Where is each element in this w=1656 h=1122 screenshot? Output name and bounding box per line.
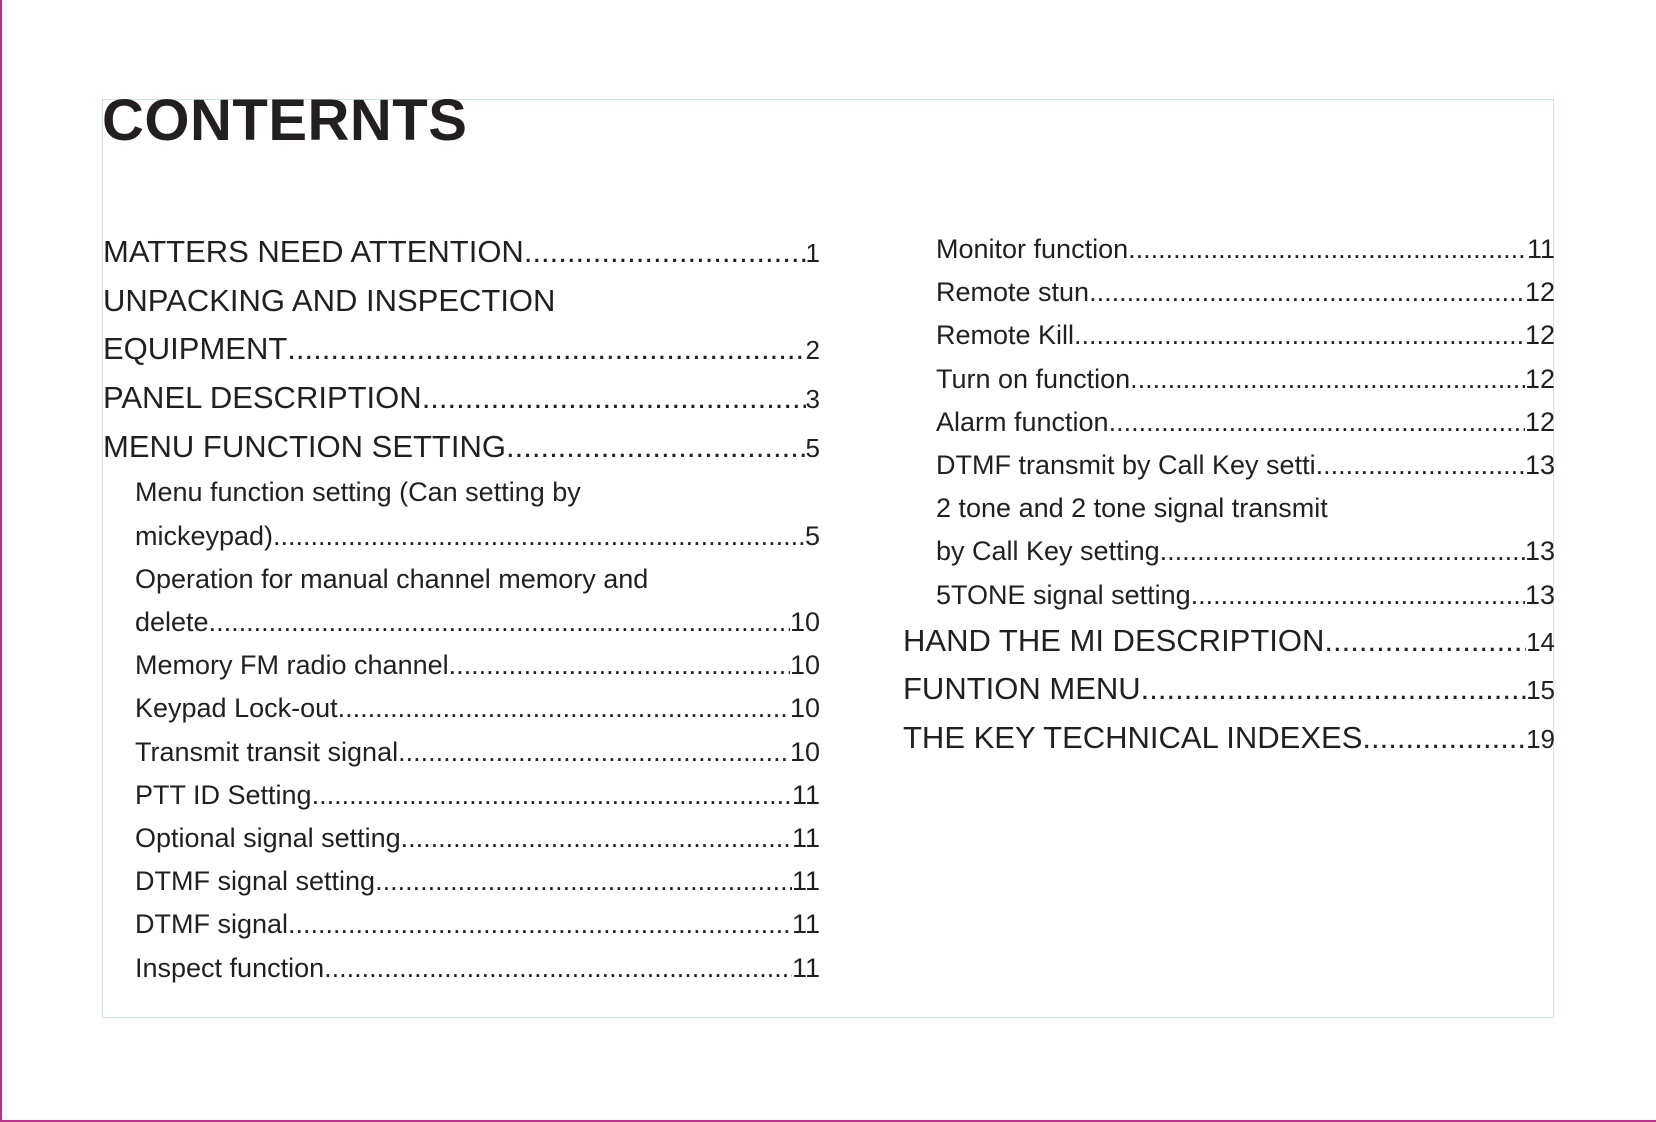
toc-entry-title: Operation for manual channel memory and — [135, 563, 649, 594]
dot-leader — [1130, 358, 1525, 401]
dot-leader — [1191, 574, 1525, 617]
toc-entry-title: Alarm function — [936, 406, 1109, 437]
toc-entry-page-number: 11 — [791, 952, 820, 983]
dot-leader — [506, 423, 806, 472]
toc-entry-title: MATTERS NEED ATTENTION — [103, 234, 524, 269]
toc-entry[interactable] — [903, 444, 1555, 487]
toc-entry-title: Turn on function — [936, 363, 1131, 394]
toc-entry[interactable] — [103, 860, 820, 903]
toc-entry-page-number: 3 — [805, 384, 820, 415]
toc-entry-title: Menu function setting (Can setting by — [135, 477, 581, 508]
toc-entry-title: MENU FUNCTION SETTING — [103, 428, 506, 464]
dot-leader — [449, 644, 790, 687]
toc-entry[interactable] — [903, 574, 1555, 617]
toc-entry-page-number: 10 — [789, 693, 820, 724]
toc-entry-page-number: 15 — [1526, 675, 1555, 706]
toc-entry-page-number: 13 — [1524, 579, 1555, 610]
dot-leader — [398, 731, 790, 774]
toc-entry-title: HAND THE MI DESCRIPTION — [903, 622, 1325, 658]
toc-entry-page-number: 10 — [789, 650, 820, 681]
dot-leader — [1362, 714, 1526, 763]
toc-entry-page-number: 11 — [791, 822, 820, 853]
toc-entry-title: Inspect function — [135, 952, 325, 983]
toc-entry[interactable] — [103, 947, 820, 990]
toc-entry-title: delete — [135, 607, 209, 637]
toc-entry[interactable] — [103, 471, 820, 514]
toc-entry[interactable] — [103, 374, 820, 423]
toc-entry[interactable] — [103, 277, 820, 326]
dot-leader — [1324, 617, 1526, 666]
toc-entry-title: UNPACKING AND INSPECTION — [103, 282, 556, 318]
toc-entry[interactable] — [103, 228, 820, 277]
toc-entry[interactable] — [903, 487, 1555, 530]
toc-entry-title: mickeypad) — [135, 520, 274, 551]
toc-entry-title: FUNTION MENU — [903, 671, 1141, 707]
toc-entry[interactable] — [903, 617, 1555, 666]
toc-entry[interactable] — [903, 401, 1555, 444]
page-title: CONTERNTS — [102, 88, 468, 153]
toc-entry[interactable] — [103, 903, 820, 946]
dot-leader — [1109, 401, 1525, 444]
toc-entry-title: 5TONE signal setting — [936, 579, 1191, 610]
toc-entry[interactable] — [103, 644, 820, 687]
toc-entry-title: Transmit transit signal — [135, 736, 399, 767]
toc-entry-page-number: 12 — [1524, 320, 1555, 351]
dot-leader — [422, 374, 806, 423]
toc-entry-page-number: 19 — [1526, 724, 1555, 755]
toc-entry[interactable] — [903, 314, 1555, 357]
toc-entry[interactable] — [103, 731, 820, 774]
toc-entry-title: PANEL DESCRIPTION — [103, 380, 422, 416]
toc-entry[interactable] — [903, 714, 1555, 763]
toc-entry-page-number: 2 — [805, 335, 820, 366]
toc-entry[interactable] — [903, 530, 1555, 573]
toc-entry-title: Memory FM radio channel — [135, 650, 449, 681]
dot-leader — [524, 228, 806, 277]
toc-entry-page-number: 12 — [1524, 277, 1555, 308]
toc-entry-title: DTMF signal setting — [135, 866, 376, 897]
toc-entry-title: Remote stun — [936, 277, 1090, 308]
toc-entry-page-number: 14 — [1526, 626, 1555, 657]
toc-entry-title: DTMF signal — [135, 909, 289, 940]
toc-entry-page-number: 10 — [789, 607, 820, 637]
toc-entry-page-number: 13 — [1524, 449, 1555, 480]
toc-entry-page-number: 11 — [791, 909, 820, 940]
dot-leader — [401, 817, 792, 860]
dot-leader — [1160, 530, 1525, 573]
toc-entry-title: EQUIPMENT — [103, 331, 288, 367]
dot-leader — [324, 947, 792, 990]
dot-leader — [1074, 314, 1525, 357]
toc-entry-page-number: 11 — [791, 866, 820, 897]
dot-leader — [375, 860, 792, 903]
dot-leader — [209, 601, 790, 644]
toc-right-column — [903, 228, 1555, 763]
dot-leader — [1089, 271, 1525, 314]
toc-entry[interactable] — [103, 774, 820, 817]
toc-entry-title: THE KEY TECHNICAL INDEXES — [903, 720, 1363, 756]
toc-entry-page-number: 12 — [1524, 363, 1555, 394]
toc-entry-page-number: 5 — [804, 520, 820, 551]
dot-leader — [1316, 444, 1525, 487]
toc-entry-title: by Call Key setting — [936, 536, 1160, 567]
toc-entry-title: 2 tone and 2 tone signal transmit — [936, 493, 1328, 524]
dot-leader — [273, 515, 805, 558]
dot-leader — [1141, 665, 1526, 714]
toc-entry-page-number: 10 — [789, 736, 820, 767]
toc-entry-page-number: 12 — [1524, 406, 1555, 437]
dot-leader — [287, 325, 805, 374]
toc-entry[interactable] — [103, 601, 820, 644]
toc-entry-page-number: 1 — [805, 238, 820, 268]
toc-entry-page-number: 13 — [1524, 536, 1555, 567]
toc-left-column — [103, 228, 820, 990]
toc-entry[interactable] — [903, 271, 1555, 314]
toc-entry[interactable] — [103, 325, 820, 374]
toc-entry-title: PTT ID Setting — [135, 779, 312, 810]
dot-leader — [338, 687, 790, 730]
toc-entry-title: Monitor function — [936, 234, 1129, 264]
toc-entry-title: Remote Kill — [936, 320, 1075, 351]
dot-leader — [288, 903, 792, 946]
toc-entry[interactable] — [103, 687, 820, 730]
dot-leader — [312, 774, 792, 817]
toc-entry[interactable] — [103, 558, 820, 601]
toc-entry-title: Optional signal setting — [135, 822, 401, 853]
dot-leader — [1128, 228, 1527, 271]
toc-entry-page-number: 5 — [805, 432, 820, 463]
toc-entry[interactable] — [903, 665, 1555, 714]
toc-entry[interactable] — [103, 817, 820, 860]
toc-entry[interactable] — [103, 515, 820, 558]
toc-entry[interactable] — [903, 358, 1555, 401]
toc-entry-page-number: 11 — [791, 779, 820, 810]
toc-entry[interactable] — [103, 423, 820, 472]
toc-entry-title: DTMF transmit by Call Key setti — [936, 449, 1316, 480]
toc-entry-page-number: 11 — [1526, 234, 1555, 264]
toc-entry-title: Keypad Lock-out — [135, 693, 338, 724]
toc-entry[interactable] — [903, 228, 1555, 271]
